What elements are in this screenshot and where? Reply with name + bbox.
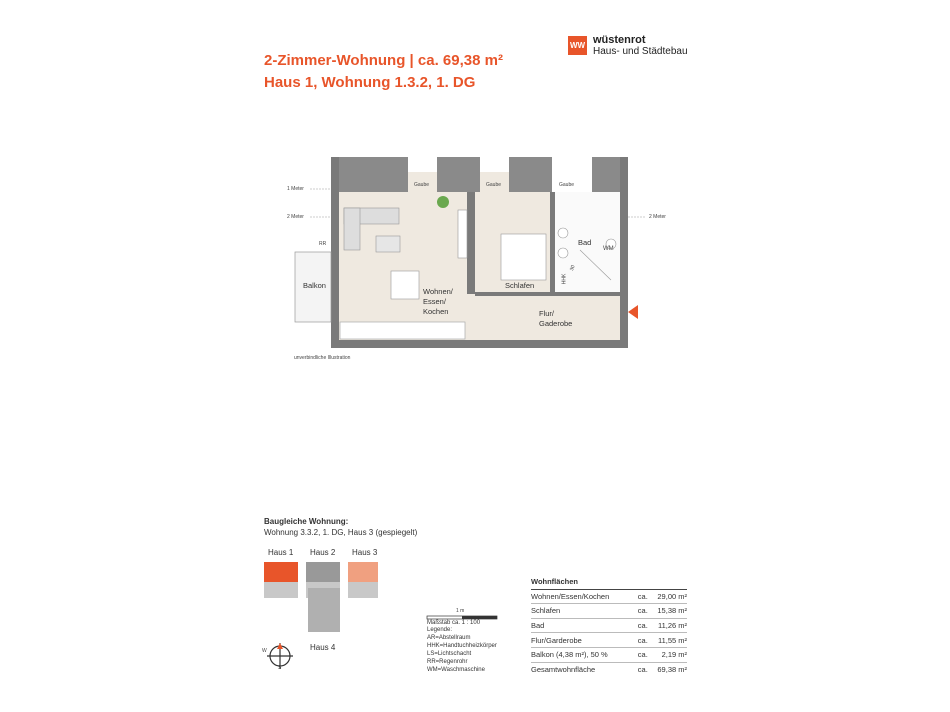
area-table-heading: Wohnflächen	[531, 575, 687, 589]
scale-bar-label: 1 m	[456, 608, 465, 614]
legend-item: HHK=Handtuchheizkörper	[427, 643, 497, 649]
site-label-haus2: Haus 2	[310, 548, 336, 557]
site-haus2	[306, 562, 340, 582]
room-wohnen-3: Kochen	[423, 307, 449, 316]
meter1-label: 1 Meter	[287, 186, 304, 192]
site-plan	[262, 560, 382, 635]
area-value: 11,55 m²	[648, 633, 687, 648]
area-row	[531, 618, 687, 633]
logo-mark: WW	[568, 36, 587, 55]
room-wohnen-1: Wohnen/	[423, 287, 453, 296]
site-label-haus3: Haus 3	[352, 548, 378, 557]
gaube-label-3: Gaube	[559, 182, 575, 188]
area-name: Bad	[531, 618, 635, 633]
compass-s: S	[278, 665, 282, 671]
site-haus3-roof	[348, 582, 378, 598]
dining-table	[391, 271, 419, 299]
entrance-arrow-icon	[628, 305, 638, 319]
logo-name: wüstenrot	[593, 34, 646, 46]
scale-text: Maßstab ca. 1 : 100	[427, 620, 481, 626]
meter2-right-label: 2 Meter	[649, 214, 666, 220]
area-ca: ca.	[637, 664, 648, 674]
area-row	[531, 647, 687, 662]
sofa-side	[344, 208, 360, 250]
room-wohnen-2: Essen/	[423, 297, 446, 306]
same-apartment-text: Wohnung 3.3.2, 1. DG, Haus 3 (gespiegelt)	[264, 528, 418, 537]
coffee-table	[376, 236, 400, 252]
room-flur-1: Flur/	[539, 309, 554, 318]
wall-right	[620, 157, 628, 347]
same-apartment-heading: Baugleiche Wohnung:	[264, 517, 349, 526]
area-name: Wohnen/Essen/Kochen	[531, 589, 635, 604]
area-name: Schlafen	[531, 604, 635, 619]
bed	[501, 234, 546, 280]
compass-w: W	[262, 648, 267, 654]
room-wm: WM	[603, 246, 614, 252]
floor-plan	[280, 150, 660, 365]
door-width-label: 30	[569, 264, 577, 272]
site-haus4	[308, 588, 340, 632]
legend-item: WM=Waschmaschine	[427, 667, 485, 673]
legend-item: AR=Abstellraum	[427, 635, 471, 641]
wall-bottom	[331, 340, 628, 348]
area-row	[531, 604, 687, 619]
area-ca: ca.	[635, 618, 648, 633]
area-row-total	[531, 662, 687, 676]
area-name: Balkon (4,38 m²), 50 %	[531, 647, 635, 662]
area-row	[531, 633, 687, 648]
area-value: 2,19 m²	[648, 647, 687, 662]
site-haus1-roof	[264, 582, 298, 598]
wall-left	[331, 157, 339, 347]
area-ca: ca.	[635, 647, 648, 662]
site-label-haus4: Haus 4	[310, 643, 336, 652]
area-table	[531, 575, 687, 676]
area-ca: ca.	[635, 604, 648, 619]
area-ca: ca.	[635, 633, 648, 648]
area-value: 29,00 m²	[648, 589, 687, 604]
area-value: 69,38 m²	[657, 664, 687, 674]
area-ca: ca.	[635, 589, 648, 604]
legend-heading: Legende:	[427, 627, 453, 633]
area-name: Gesamtwohnfläche	[531, 664, 596, 674]
site-label-haus1: Haus 1	[268, 548, 294, 557]
area-name: Flur/Garderobe	[531, 633, 635, 648]
wall-hall	[475, 292, 620, 296]
room-schlafen: Schlafen	[505, 281, 535, 290]
rr-label: RR	[319, 241, 327, 247]
area-row	[531, 589, 687, 604]
page-subtitle: Haus 1, Wohnung 1.3.2, 1. DG	[264, 74, 476, 91]
area-value: 11,26 m²	[648, 618, 687, 633]
gaube-label-2: Gaube	[486, 182, 502, 188]
gaube-label-1: Gaube	[414, 182, 430, 188]
wall-living-bed	[467, 192, 475, 294]
room-flur-2: Gaderobe	[539, 319, 573, 328]
hhk-label: HHK	[561, 273, 568, 285]
page-title: 2-Zimmer-Wohnung | ca. 69,38 m²	[264, 52, 503, 69]
area-table-head	[531, 575, 687, 589]
room-bad: Bad	[578, 238, 592, 247]
plant	[437, 196, 449, 208]
wall-bed-bath	[550, 192, 555, 294]
kitchen-counter	[340, 322, 465, 339]
sink	[558, 248, 568, 258]
meter2-left-label: 2 Meter	[287, 214, 304, 220]
area-value: 15,38 m²	[648, 604, 687, 619]
site-haus3	[348, 562, 378, 582]
room-balkon: Balkon	[303, 281, 326, 290]
site-haus1	[264, 562, 298, 582]
column	[458, 210, 467, 258]
toilet	[558, 228, 568, 238]
legend-item: LS=Lichtschacht	[427, 651, 472, 657]
logo-subtitle: Haus- und Städtebau	[593, 46, 688, 57]
legend-item: RR=Regenrohr	[427, 659, 468, 665]
illustration-note: unverbindliche Illustration	[294, 355, 351, 361]
